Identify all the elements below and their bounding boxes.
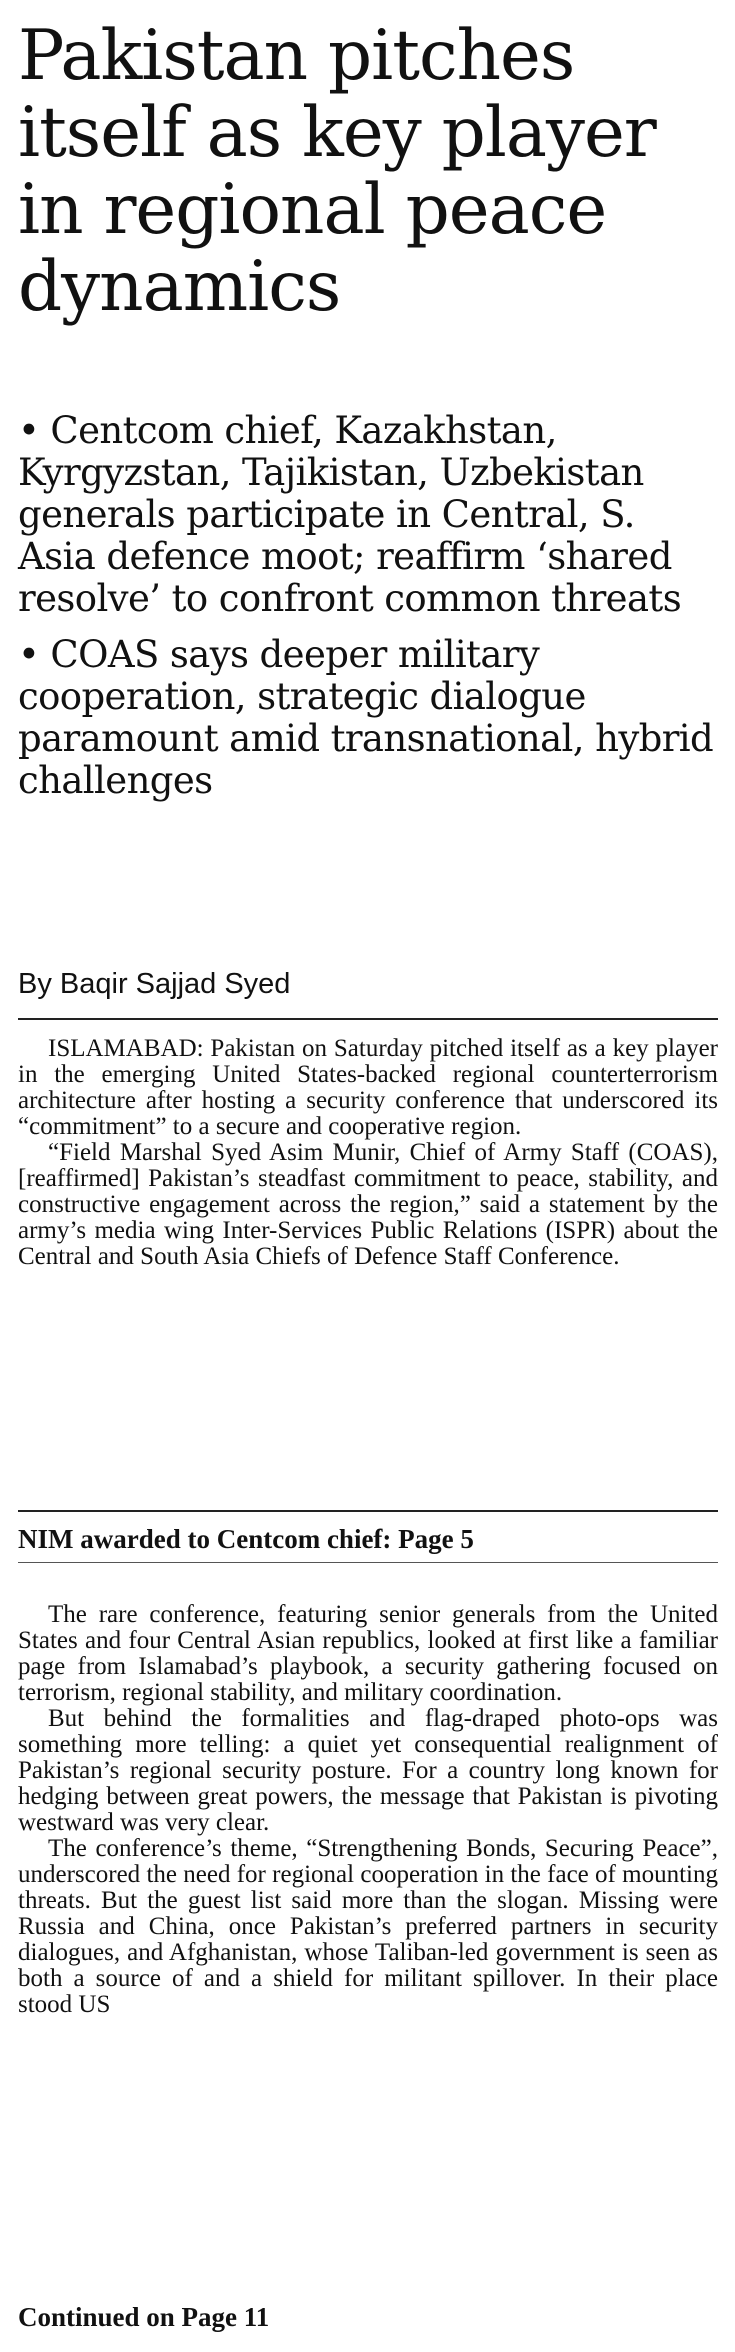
subheadline-bullets	[18, 410, 723, 816]
headline: Pakistan pitches itself as key player in regional peace dynamics	[18, 16, 656, 327]
paragraph: The conference’s theme, “Strengthening Bonds, Securing Peace”, underscored the need for regional cooperation in the face of mounting threats. But the guest list said more than the slogan. Missing were Russia and China, once Pakistan’s preferred partners in security dialogues, and Afghanistan, whose Taliban-led government is seen as both a source of and a shield for militant spillover. In their place stood US	[18, 1835, 718, 2018]
cross-reference-top-divider	[18, 1510, 718, 1512]
paragraph: The rare conference, featuring senior generals from the United States and four Central Asian republics, looked at first like a familiar page from Islamabad’s playbook, a security gathering focused on terrorism, regional stability, and military coordination.	[18, 1601, 718, 1706]
article-section-1	[18, 1036, 718, 1270]
cross-reference-blurb: NIM awarded to Centcom chief: Page 5	[18, 1524, 474, 1554]
byline-divider	[18, 1018, 718, 1020]
subheadline-bullet-1: • Centcom chief, Kazakhstan, Kyrgyzstan, Tajikistan, Uzbekistan generals participate in Central, S. Asia defence moot; reaffirm ‘shared resolve’ to confront common threats	[18, 409, 682, 620]
paragraph: But behind the formalities and flag-draped photo-ops was something more telling: a quiet yet consequential realignment of Pakistan’s regional security posture. For a country long known for hedging between great powers, the message that Pakistan is pivoting westward was very clear.	[18, 1705, 718, 1836]
paragraph: ISLAMABAD: Pakistan on Saturday pitched itself as a key player in the emerging United States-backed regional counterterrorism architecture after hosting a security conference that underscored its “commitment” to a secure and cooperative region.	[18, 1035, 718, 1140]
continued-on-page: Continued on Page 11	[18, 2302, 270, 2332]
subheadline-bullet-2: • COAS says deeper military cooperation, strategic dialogue paramount amid transnational, hybrid challenges	[18, 633, 714, 802]
article-section-2	[18, 1602, 718, 2018]
paragraph: “Field Marshal Syed Asim Munir, Chief of Army Staff (COAS), [reaffirmed] Pakistan’s steadfast commitment to peace, stability, and constructive engagement across the region,” said a statement by the army’s media wing Inter-Services Public Relations (ISPR) about the Central and South Asia Chiefs of Defence Staff Conference.	[18, 1139, 718, 1270]
byline: By Baqir Sajjad Syed	[18, 968, 291, 1000]
cross-reference-bottom-divider	[18, 1562, 718, 1563]
